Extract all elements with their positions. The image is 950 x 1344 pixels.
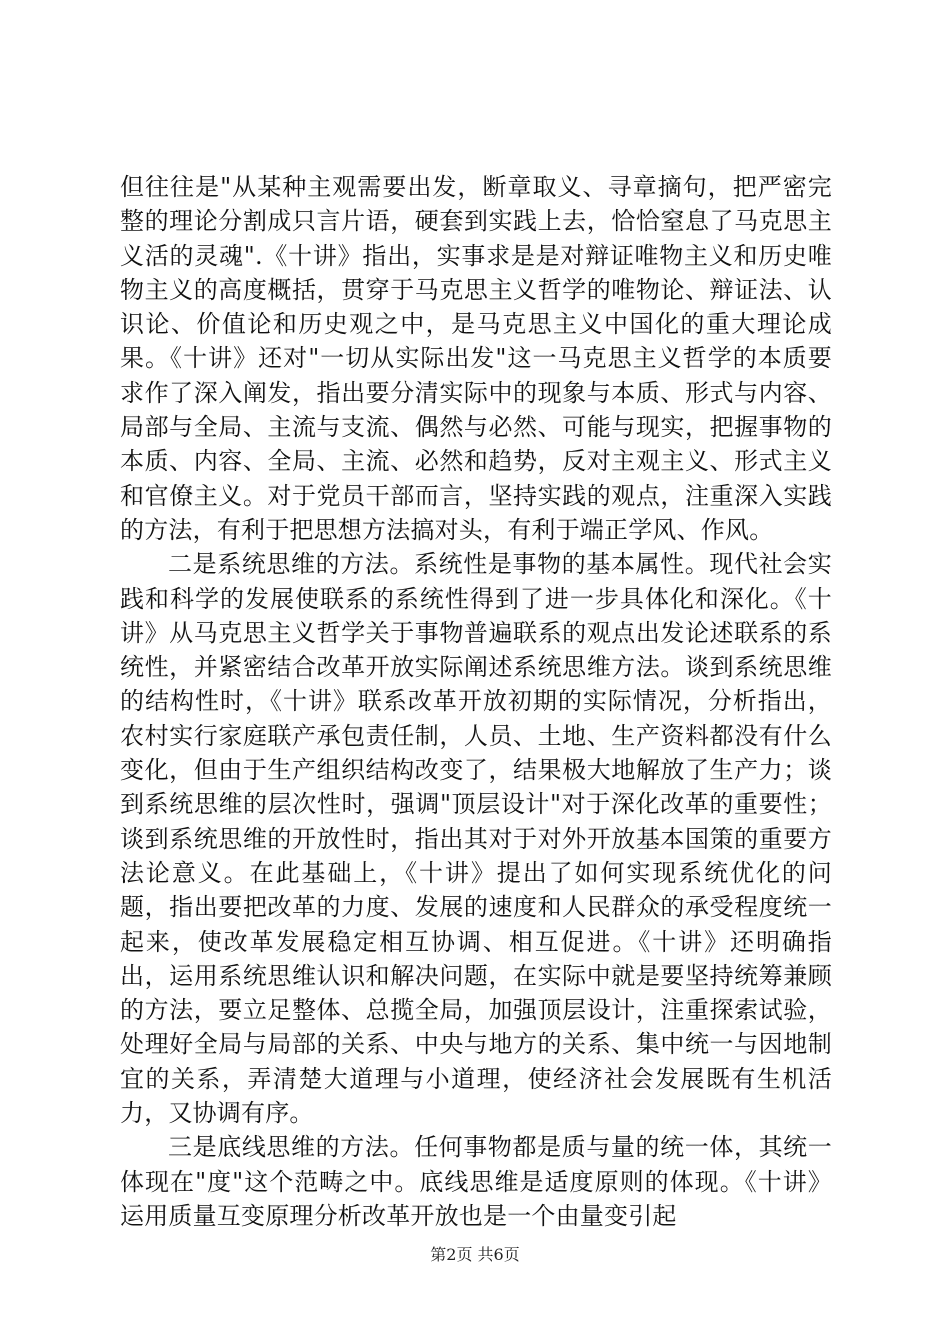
document-body xyxy=(120,170,832,1233)
paragraph-2: 二是系统思维的方法。系统性是事物的基本属性。现代社会实践和科学的发展使联系的系统性得到了进一步具体化和深化。《十讲》从马克思主义哲学关于事物普遍联系的观点出发论述联系的系统性，并紧密结合改革开放实际阐述系统思维方法。谈到系统思维的结构性时，《十讲》联系改革开放初期的实际情况，分析指出，农村实行家庭联产承包责任制，人员、土地、生产资料都没有什么变化，但由于生产组织结构改变了，结果极大地解放了生产力；谈到系统思维的层次性时，强调"顶层设计"对于深化改革的重要性；谈到系统思维的开放性时，指出其对于对外开放基本国策的重要方法论意义。在此基础上，《十讲》提出了如何实现系统优化的问题，指出要把改革的力度、发展的速度和人民群众的承受程度统一起来，使改革发展稳定相互协调、相互促进。《十讲》还明确指出，运用系统思维认识和解决问题，在实际中就是要坚持统筹兼顾的方法，要立足整体、总揽全局，加强顶层设计，注重探索试验，处理好全局与局部的关系、中央与地方的关系、集中统一与因地制宜的关系，弄清楚大道理与小道理，使经济社会发展既有生机活力，又协调有序。 xyxy=(120,550,832,1128)
page-footer: 第2页 共6页 xyxy=(430,1245,520,1264)
paragraph-3: 三是底线思维的方法。任何事物都是质与量的统一体，其统一体现在"度"这个范畴之中。底线思维是适度原则的体现。《十讲》运用质量互变原理分析改革开放也是一个由量变引起 xyxy=(120,1133,832,1230)
paragraph-1: 但往往是"从某种主观需要出发，断章取义、寻章摘句，把严密完整的理论分割成只言片语，硬套到实践上去，恰恰窒息了马克思主义活的灵魂".《十讲》指出，实事求是是对辩证唯物主义和历史唯物主义的高度概括，贯穿于马克思主义哲学的唯物论、辩证法、认识论、价值论和历史观之中，是马克思主义中国化的重大理论成果。《十讲》还对"一切从实际出发"这一马克思主义哲学的本质要求作了深入阐发，指出要分清实际中的现象与本质、形式与内容、局部与全局、主流与支流、偶然与必然、可能与现实，把握事物的本质、内容、全局、主流、必然和趋势，反对主观主义、形式主义和官僚主义。对于党员干部而言，坚持实践的观点，注重深入实践的方法，有利于把思想方法搞对头，有利于端正学风、作风。 xyxy=(120,173,832,544)
